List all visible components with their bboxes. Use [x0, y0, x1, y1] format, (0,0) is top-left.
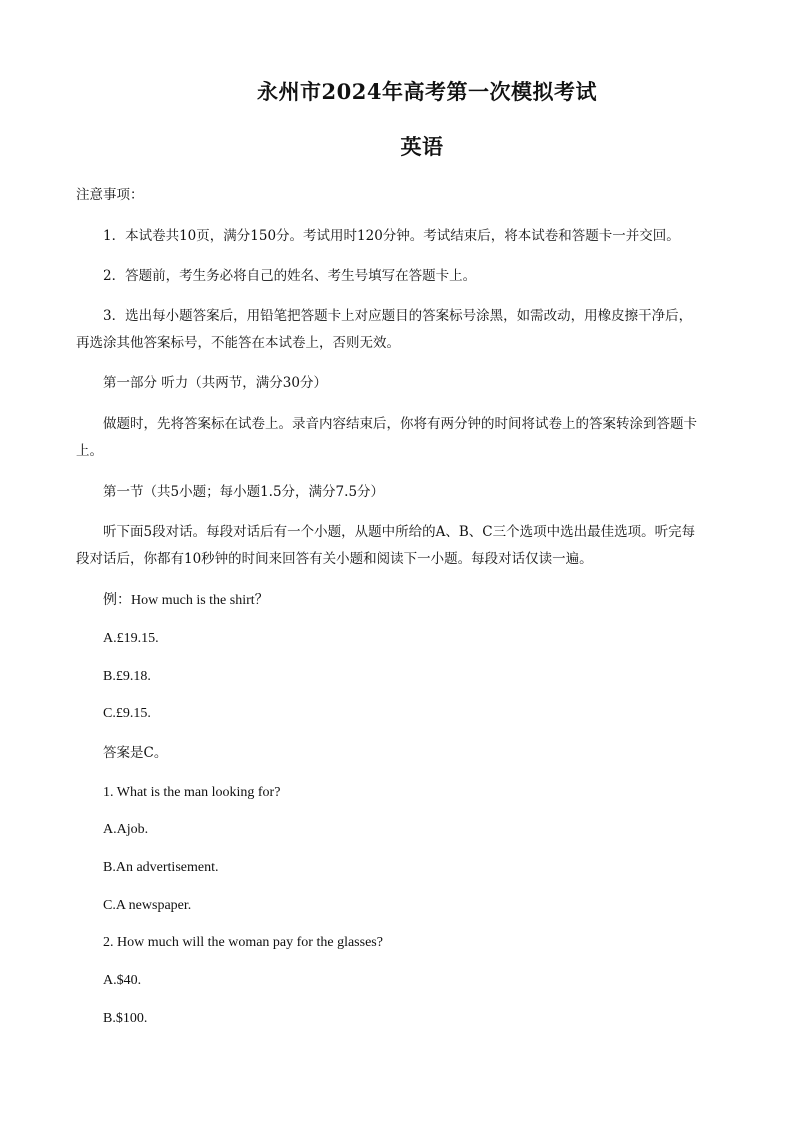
- notice-item-3-line-2: 再选涂其他答案标号，不能答在本试卷上，否则无效。: [76, 335, 400, 351]
- part1-instruction-line-2: 上。: [76, 443, 103, 459]
- question-2-option-a: A.$40.: [103, 973, 142, 988]
- notice-item-2: 2．答题前，考生务必将自己的姓名、考生号填写在答题卡上。: [103, 268, 477, 284]
- part1-heading: 第一部分 听力（共两节，满分30分）: [103, 375, 327, 391]
- question-2: 2. How much will the woman pay for the glasses?: [103, 935, 383, 950]
- notice-heading: 注意事项：: [76, 187, 144, 203]
- question-1-option-b: B.An advertisement.: [103, 860, 219, 875]
- example-option-a: A.£19.15.: [103, 631, 159, 646]
- example-option-c: C.£9.15.: [103, 706, 151, 721]
- exam-subject: 英语: [400, 134, 444, 159]
- notice-item-1: 1．本试卷共10页，满分150分。考试用时120分钟。考试结束后，将本试卷和答题卡一并交回。: [103, 228, 680, 244]
- question-2-option-b: B.$100.: [103, 1011, 148, 1026]
- example-question: 例：How much is the shirt？: [103, 593, 269, 608]
- exam-title: 永州市2024年高考第一次模拟考试: [257, 79, 597, 104]
- section1-instruction-line-1: 听下面5段对话。每段对话后有一个小题，从题中所给的A、B、C三个选项中选出最佳选项。听完每: [103, 524, 696, 540]
- section1-instruction-line-2: 段对话后，你都有10秒钟的时间来回答有关小题和阅读下一小题。每段对话仅读一遍。: [76, 551, 593, 567]
- example-option-b: B.£9.18.: [103, 669, 151, 684]
- notice-item-3-line-1: 3．选出每小题答案后，用铅笔把答题卡上对应题目的答案标号涂黑，如需改动，用橡皮擦干净后，: [103, 308, 693, 324]
- question-1: 1. What is the man looking for?: [103, 785, 281, 800]
- example-answer: 答案是C。: [103, 745, 168, 761]
- question-1-option-c: C.A newspaper.: [103, 898, 192, 913]
- question-1-option-a: A.Ajob.: [103, 822, 149, 837]
- section1-heading: 第一节（共5小题；每小题1.5分，满分7.5分）: [103, 484, 385, 500]
- part1-instruction-line-1: 做题时，先将答案标在试卷上。录音内容结束后，你将有两分钟的时间将试卷上的答案转涂到答题卡: [103, 416, 697, 432]
